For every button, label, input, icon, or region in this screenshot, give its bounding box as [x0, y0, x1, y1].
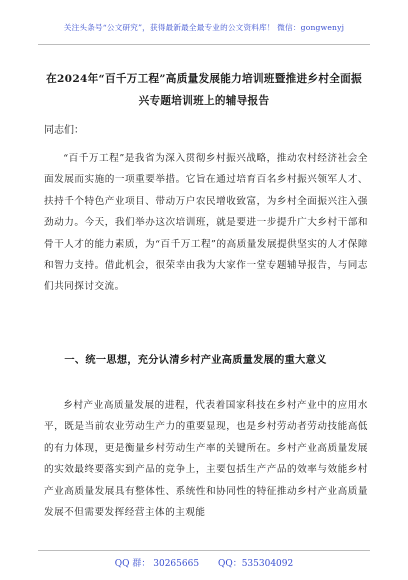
body-paragraph-2: 乡村产业高质量发展的进程，代表着国家科技在乡村产业中的应用水平，既是当前农业劳动生产力的重要显现，也是乡村劳动者劳动技能高低的有力体现，更是衡量乡村劳动生产率的关键所在。乡村产业高质量发展的实效最终要落实到产品的竞争上，主要包括生产产品的效率与效能乡村产业高质量发展具有整体性、系统性和协同性的特征推动乡村产业高质量发展不但需要发挥经营主体的主观能 [44, 400, 368, 519]
footer-qq-group[interactable]: QQ 群： 30265665 [114, 559, 200, 569]
footer [0, 556, 408, 569]
footer-qq-contact[interactable]: QQ：535304092 [217, 559, 294, 569]
body-paragraph-1: “百千万工程”是我省为深入贯彻乡村振兴战略，推动农村经济社会全面发展而实施的一项重要举措。它旨在通过培育百名乡村振兴领军人才、扶持千个特色产业项目、带动万户农民增收致富，为乡村全面振兴注入强劲动力。今天，我们举办这次培训班，就是要进一步提升广大乡村干部和骨干人才的能力素质，为“百千万工程”的高质量发展提供坚实的人才保障和智力支持。借此机会，很荣幸由我为大家作一堂专题辅导报告，与同志们共同探讨交流。 [44, 153, 368, 293]
footer-divider [38, 550, 370, 551]
document-title: 在2024年“百千万工程”高质量发展能力培训班暨推进乡村全面振兴专题培训班上的辅导报告 [46, 73, 362, 107]
header-divider [38, 44, 370, 45]
salutation: 同志们： [44, 125, 84, 136]
header-banner[interactable]: 关注头条号“公文研究”，获得最新最全最专业的公文资料库！ 微信：gongwenyj [63, 23, 345, 32]
section-heading-1: 一、统一思想，充分认清乡村产业高质量发展的重大意义 [64, 354, 327, 366]
